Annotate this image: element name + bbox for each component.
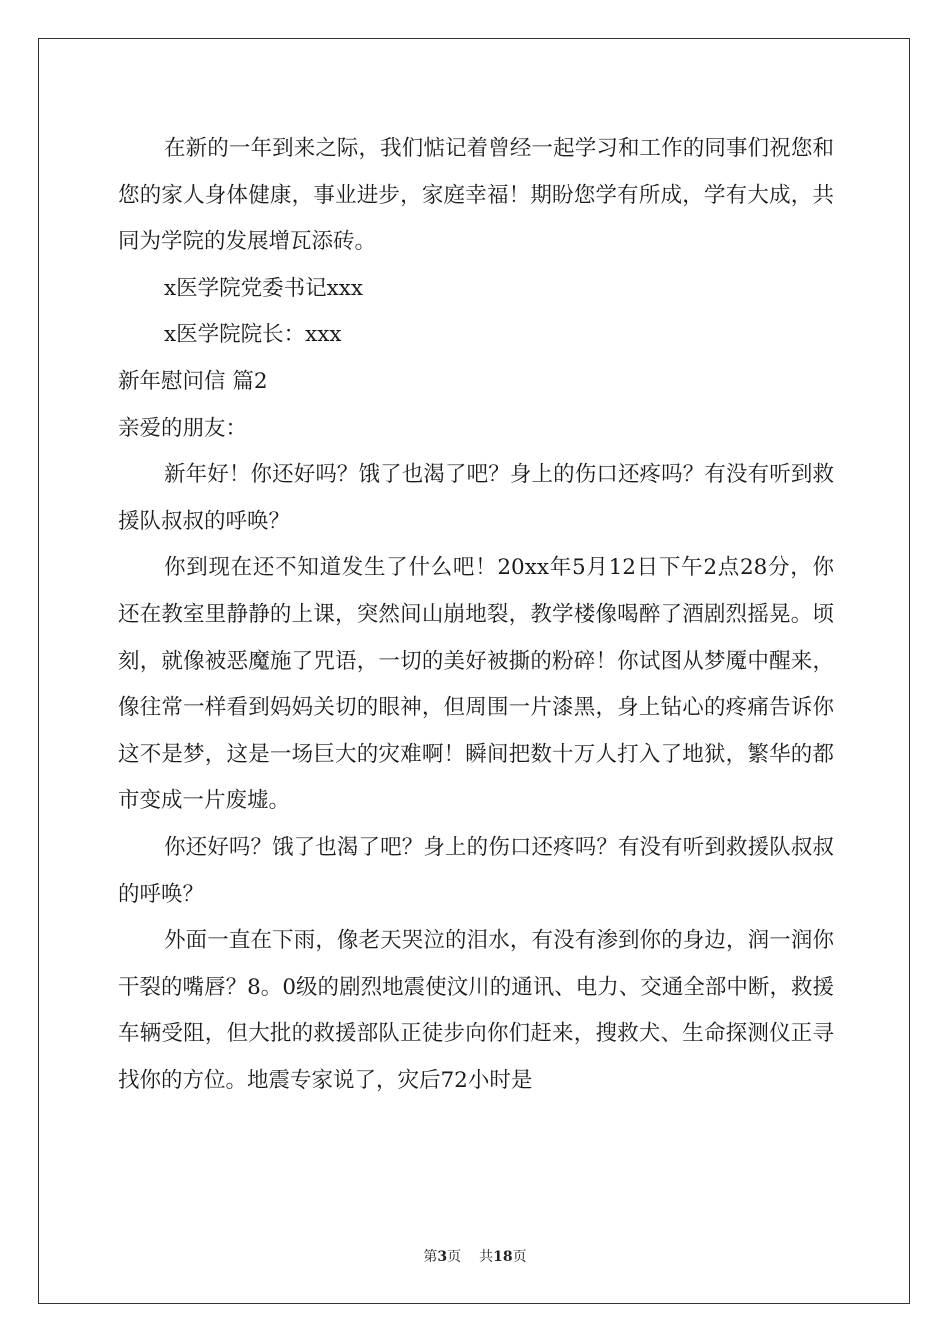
page-footer — [0, 1248, 950, 1266]
signature-party-secretary: x医学院党委书记xxx — [164, 275, 364, 301]
paragraph-greeting: 在新的一年到来之际，我们惦记着曾经一起学习和工作的同事们祝您和您的家人身体健康，事业进步，家庭幸福！期盼您学有所成，学有大成，共同为学院的发展增瓦添砖。 — [118, 136, 834, 255]
section-heading: 新年慰问信 篇2 — [118, 368, 268, 394]
paragraph-earthquake: 你到现在还不知道发生了什么吧！20xx年5月12日下午2点28分，你还在教室里静静的上课，突然间山崩地裂，教学楼像喝醉了酒剧烈摇晃。顷刻，就像被恶魔施了咒语，一切的美好被撕的粉碎！你试图从梦魇中醒来，像往常一样看到妈妈关切的眼神，但周围一片漆黑，身上钻心的疼痛告诉你这不是梦，这是一场巨大的灾难啊！瞬间把数十万人打入了地狱，繁华的都市变成一片废墟。 — [118, 555, 834, 814]
footer-page-unit: 页 — [447, 1249, 462, 1265]
paragraph-rescue: 外面一直在下雨，像老天哭泣的泪水，有没有渗到你的身边，润一润你干裂的嘴唇？8。0级的剧烈地震使汶川的通讯、电力、交通全部中断，救援车辆受阻，但大批的救援部队正徒步向你们赶来，搜救犬、生命探测仪正寻找你的方位。地震专家说了，灾后72小时是 — [118, 928, 834, 1093]
paragraph-new-year: 新年好！你还好吗？饿了也渴了吧？身上的伤口还疼吗？有没有听到救援队叔叔的呼唤？ — [118, 462, 834, 534]
footer-page-total: 18 — [493, 1249, 513, 1265]
document-body — [118, 126, 834, 1104]
salutation: 亲爱的朋友： — [118, 415, 248, 441]
signature-dean: x医学院院长：xxx — [164, 322, 342, 348]
paragraph-repeat-question: 你还好吗？饿了也渴了吧？身上的伤口还疼吗？有没有听到救援队叔叔的呼唤？ — [118, 834, 834, 907]
footer-page-prefix: 第 — [423, 1249, 438, 1265]
footer-total-unit: 页 — [512, 1249, 527, 1265]
footer-total-prefix: 共 — [479, 1249, 494, 1265]
footer-page-current: 3 — [437, 1249, 448, 1265]
